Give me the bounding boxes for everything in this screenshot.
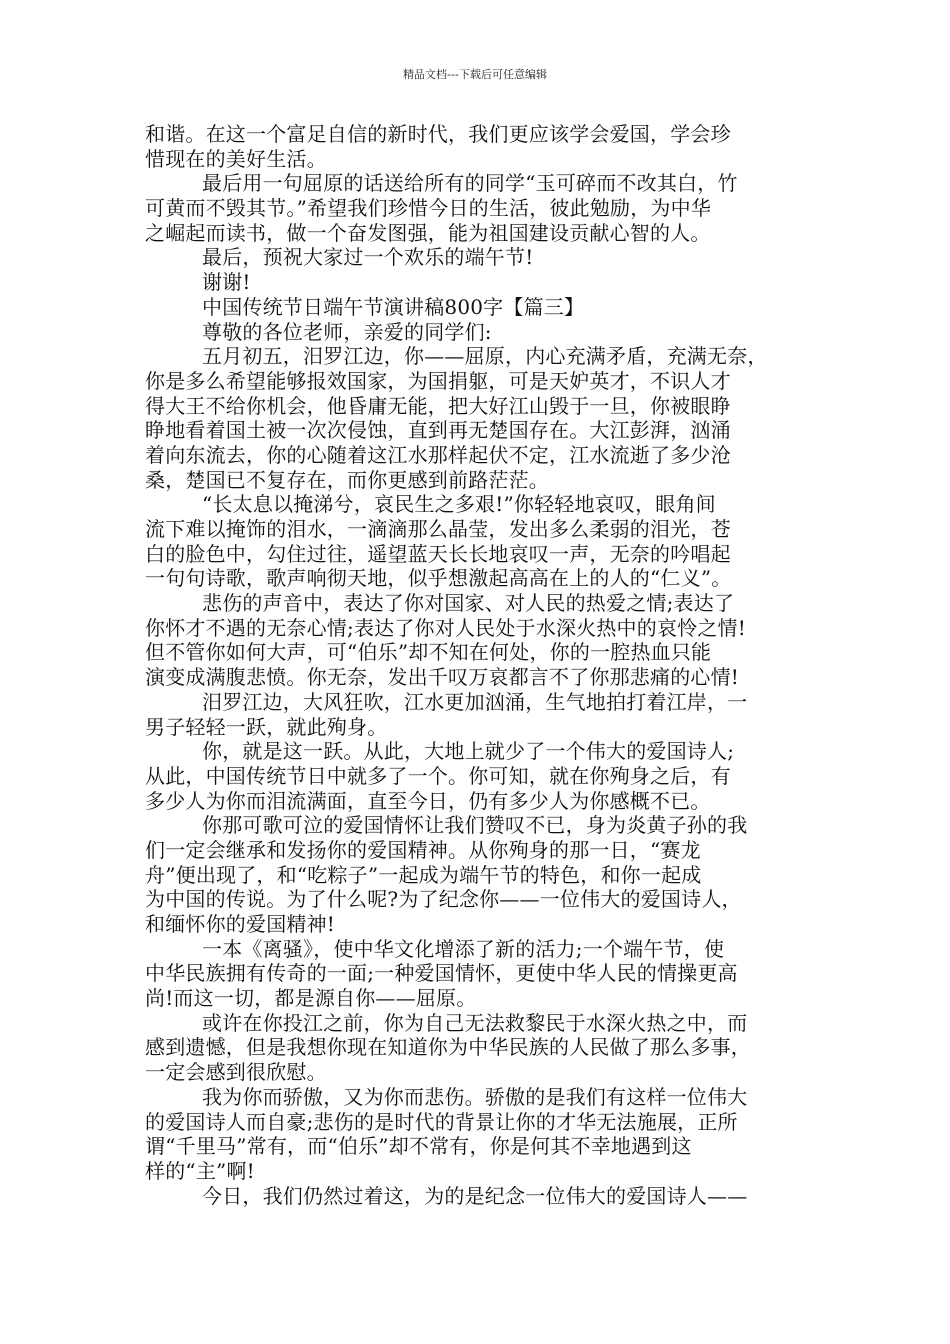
text-line: 感到遗憾，但是我想你现在知道你为中华民族的人民做了那么多事， [145, 1035, 751, 1060]
text-line: 桑，楚国已不复存在，而你更感到前路茫茫。 [145, 467, 549, 492]
text-line: 你，就是这一跃。从此，大地上就少了一个伟大的爱国诗人; [202, 739, 735, 764]
text-line: 和谐。在这一个富足自信的新时代，我们更应该学会爱国，学会珍 [145, 122, 731, 146]
text-line: 惜现在的美好生活。 [145, 146, 327, 171]
text-line: 白的脸色中，勾住过往，遥望蓝天长长地哀叹一声，无奈的吟唱起 [145, 541, 731, 566]
text-line: 演变成满腹悲愤。你无奈，发出千叹万哀都言不了你那悲痛的心情! [145, 665, 740, 690]
text-line: 男子轻轻一跃，就此殉身。 [145, 714, 388, 739]
text-line: 一本《离骚》，使中华文化增添了新的活力;一个端午节，使 [202, 936, 725, 961]
text-line: 一句句诗歌，歌声响彻天地，似乎想激起高高在上的人的“仁义”。 [145, 566, 732, 591]
text-line: 最后，预祝大家过一个欢乐的端午节! [202, 245, 534, 270]
document-body [145, 122, 807, 1208]
text-line: 但不管你如何大声，可“伯乐”却不知在何处，你的一腔热血只能 [145, 640, 712, 665]
text-line: 或许在你投江之前，你为自己无法救黎民于水深火热之中，而 [202, 1010, 748, 1035]
text-line: 着向东流去，你的心随着这江水那样起伏不定，江水流逝了多少沧 [145, 442, 731, 467]
text-line: “长太息以掩涕兮，哀民生之多艰!”你轻轻地哀叹，眼角间 [202, 492, 716, 517]
text-line: 今日，我们仍然过着这，为的是纪念一位伟大的爱国诗人—— [202, 1183, 748, 1208]
text-line: 睁地看着国土被一次次侵蚀，直到再无楚国存在。大江彭湃，汹涌 [145, 418, 731, 443]
text-line: 流下难以掩饰的泪水，一滴滴那么晶莹，发出多么柔弱的泪光，苍 [145, 517, 731, 541]
text-line: 你那可歌可泣的爱国情怀让我们赞叹不已，身为炎黄子孙的我 [202, 813, 748, 838]
text-line: 你怀才不遇的无奈心情;表达了你对人民处于水深火热中的哀怜之情! [145, 615, 746, 640]
text-line: 一定会感到很欣慰。 [145, 1060, 327, 1085]
text-line: 们一定会继承和发扬你的爱国精神。从你殉身的那一日，“赛龙 [145, 837, 701, 862]
text-line: 得大王不给你机会，他昏庸无能，把大好江山毁于一旦，你被眼睁 [145, 393, 731, 418]
text-line: 汨罗江边，大风狂吹，江水更加汹涌，生气地拍打着江岸，一 [202, 689, 748, 714]
page-header: 精品文档---下载后可任意编辑 [403, 68, 547, 81]
text-line: 和缅怀你的爱国精神! [145, 912, 336, 936]
text-line: 中华民族拥有传奇的一面;一种爱国情怀，更使中华人民的情操更高 [145, 961, 738, 986]
text-line: 谓“千里马”常有，而“伯乐”却不常有，你是何其不幸地遇到这 [145, 1134, 692, 1159]
text-line: 之崛起而读书，做一个奋发图强，能为祖国建设贡献心智的人。 [145, 220, 711, 245]
text-line: 谢谢! [202, 270, 251, 295]
text-line: 我为你而骄傲，又为你而悲伤。骄傲的是我们有这样一位伟大 [202, 1084, 748, 1109]
text-line: 多少人为你而泪流满面，直至今日，仍有多少人为你感概不已。 [145, 788, 711, 813]
text-line: 可黄而不毁其节。”希望我们珍惜今日的生活，彼此勉励，为中华 [145, 196, 712, 221]
text-line: 五月初五，汨罗江边，你——屈原，内心充满矛盾，充满无奈， [202, 344, 768, 369]
text-line: 样的“主”啊! [145, 1158, 255, 1183]
text-line: 为中国的传说。为了什么呢?为了纪念你——一位伟大的爱国诗人， [145, 887, 742, 912]
text-line: 你是多么希望能够报效国家，为国捐躯，可是天妒英才，不识人才 [145, 368, 731, 393]
text-line: 悲伤的声音中，表达了你对国家、对人民的热爱之情;表达了 [202, 591, 735, 616]
text-line: 舟”便出现了，和“吃粽子”一起成为端午节的特色，和你一起成 [145, 862, 702, 887]
text-line: 尊敬的各位老师，亲爱的同学们: [202, 319, 492, 344]
text-line: 最后用一句屈原的话送给所有的同学“玉可碎而不改其白，竹 [202, 171, 738, 196]
text-line: 从此，中国传统节日中就多了一个。你可知，就在你殉身之后，有 [145, 763, 731, 788]
text-line: 中国传统节日端午节演讲稿800字【篇三】 [202, 294, 585, 319]
text-line: 的爱国诗人而自豪;悲伤的是时代的背景让你的才华无法施展，正所 [145, 1109, 738, 1134]
text-line: 尚!而这一切，都是源自你——屈原。 [145, 986, 477, 1011]
